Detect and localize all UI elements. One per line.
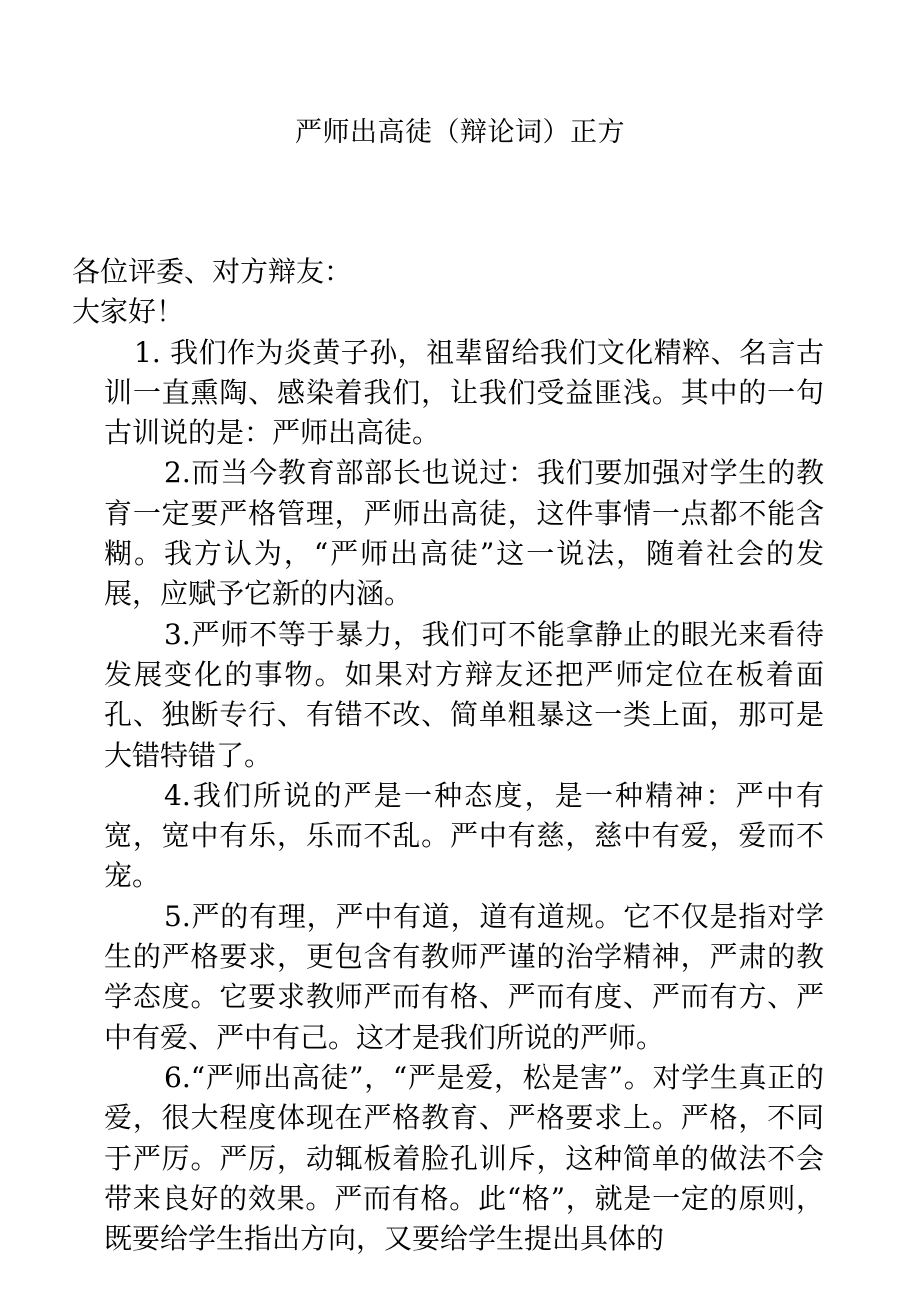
- salutation: 各位评委、对方辩友：: [72, 255, 353, 288]
- paragraph-4: 4.我们所说的严是一种态度，是一种精神：严中有宽，宽中有乐，乐而不乱。严中有慈，慈中有爱，爱而不宠。: [104, 778, 824, 893]
- paragraph-3: 3.严师不等于暴力，我们可不能拿静止的眼光来看待发展变化的事物。如果对方辩友还把严师定位在板着面孔、独断专行、有错不改、简单粗暴这一类上面，那可是大错特错了。: [104, 617, 824, 772]
- document-body: [72, 252, 824, 1259]
- paragraph-5: 5.严的有理，严中有道，道有道规。它不仅是指对学生的严格要求，更包含有教师严谨的治学精神，严肃的教学态度。它要求教师严而有格、严而有度、严而有方、严中有爱、严中有己。这才是我们所说的严师。: [104, 899, 824, 1054]
- paragraph-6: 6.“严师出高徒”，“严是爱，松是害”。对学生真正的爱，很大程度体现在严格教育、严格要求上。严格，不同于严厉。严厉，动辄板着脸孔训斥，这种简单的做法不会带来良好的效果。严而有格。此“格”，就是一定的原则，既要给学生指出方向，又要给学生提出具体的: [104, 1060, 824, 1256]
- document-title: 严师出高徒（辩论词）正方: [295, 117, 625, 148]
- greeting: 大家好！: [72, 295, 185, 329]
- paragraph-1: 1. 我们作为炎黄子孙，祖辈留给我们文化精粹、名言古训一直熏陶、感染着我们，让我们受益匪浅。其中的一句古训说的是：严师出高徒。: [104, 335, 824, 450]
- paragraph-2: 2.而当今教育部部长也说过：我们要加强对学生的教育一定要严格管理，严师出高徒，这件事情一点都不能含糊。我方认为，“严师出高徒”这一说法，随着社会的发展，应赋予它新的内涵。: [104, 456, 824, 611]
